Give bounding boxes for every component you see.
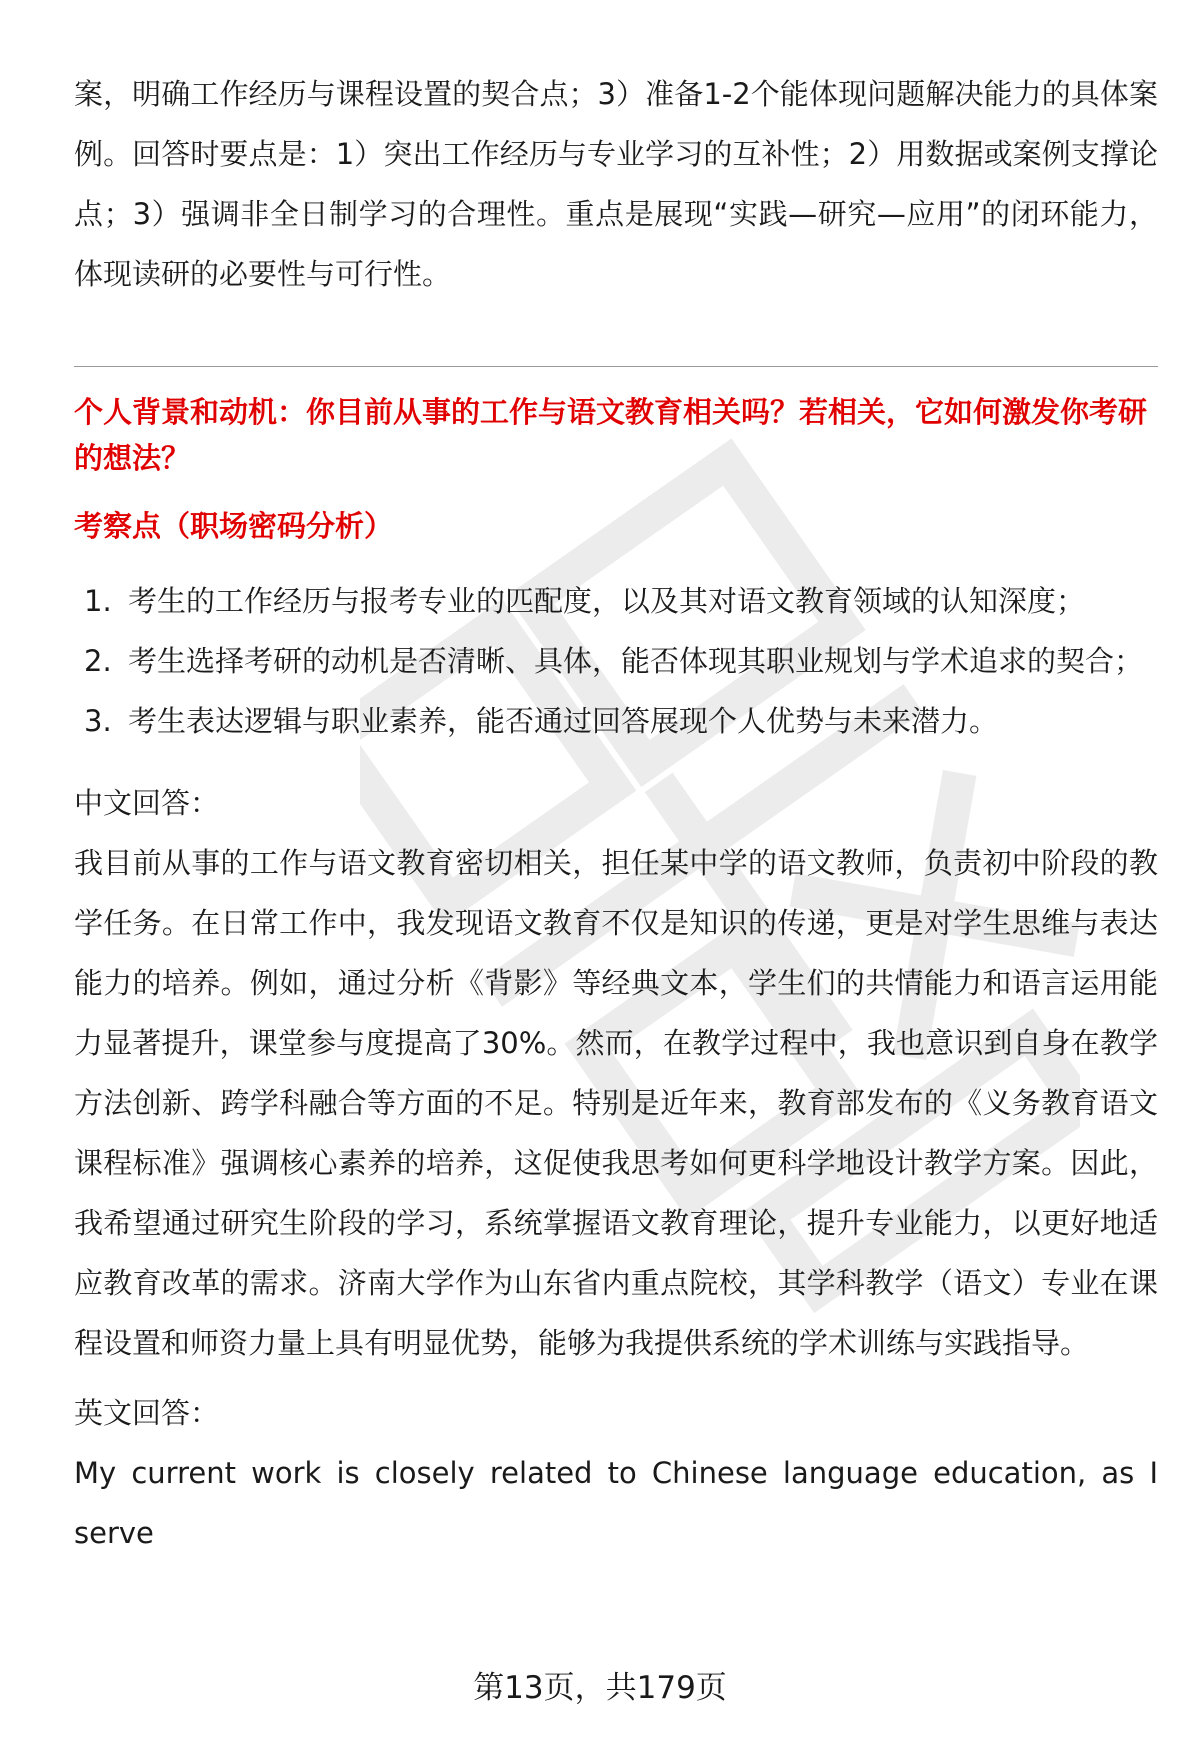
exam-points-heading: 考察点（职场密码分析）	[74, 509, 394, 543]
section-divider	[74, 366, 1158, 367]
list-item-number: 2.	[84, 644, 112, 678]
list-item	[74, 691, 1158, 751]
list-item-text: 考生的工作经历与报考专业的匹配度，以及其对语文教育领域的认知深度；	[128, 584, 1086, 618]
chinese-answer-label: 中文回答：	[74, 786, 220, 820]
top-paragraph: 案，明确工作经历与课程设置的契合点；3）准备1-2个能体现问题解决能力的具体案例。回答时要点是：1）突出工作经历与专业学习的互补性；2）用数据或案例支撑论点；3）强调非全日制学习的合理性。重点是展现“实践—研究—应用”的闭环能力，体现读研的必要性与可行性。	[74, 77, 1158, 291]
list-item	[74, 571, 1158, 631]
list-item-text: 考生表达逻辑与职业素养，能否通过回答展现个人优势与未来潜力。	[128, 704, 999, 738]
english-answer-label: 英文回答：	[74, 1396, 220, 1430]
exam-points-list	[74, 571, 1158, 751]
list-item-number: 1.	[84, 584, 112, 618]
question-heading: 个人背景和动机：你目前从事的工作与语文教育相关吗？若相关，它如何激发你考研的想法？	[74, 395, 1148, 475]
english-answer-text: My current work is closely related to Chinese language education, as I serve	[74, 1456, 1158, 1550]
page-content	[74, 64, 1158, 1563]
list-item-text: 考生选择考研的动机是否清晰、具体，能否体现其职业规划与学术追求的契合；	[128, 644, 1144, 678]
chinese-answer-text: 我目前从事的工作与语文教育密切相关，担任某中学的语文教师，负责初中阶段的教学任务。在日常工作中，我发现语文教育不仅是知识的传递，更是对学生思维与表达能力的培养。例如，通过分析《背影》等经典文本，学生们的共情能力和语言运用能力显著提升，课堂参与度提高了30%。然而，在教学过程中，我也意识到自身在教学方法创新、跨学科融合等方面的不足。特别是近年来，教育部发布的《义务教育语文课程标准》强调核心素养的培养，这促使我思考如何更科学地设计教学方案。因此，我希望通过研究生阶段的学习，系统掌握语文教育理论，提升专业能力，以更好地适应教育改革的需求。济南大学作为山东省内重点院校，其学科教学（语文）专业在课程设置和师资力量上具有明显优势，能够为我提供系统的学术训练与实践指导。	[74, 846, 1158, 1360]
list-item-number: 3.	[84, 704, 112, 738]
list-item	[74, 631, 1158, 691]
page-number-footer: 第13页，共179页	[473, 1670, 727, 1706]
